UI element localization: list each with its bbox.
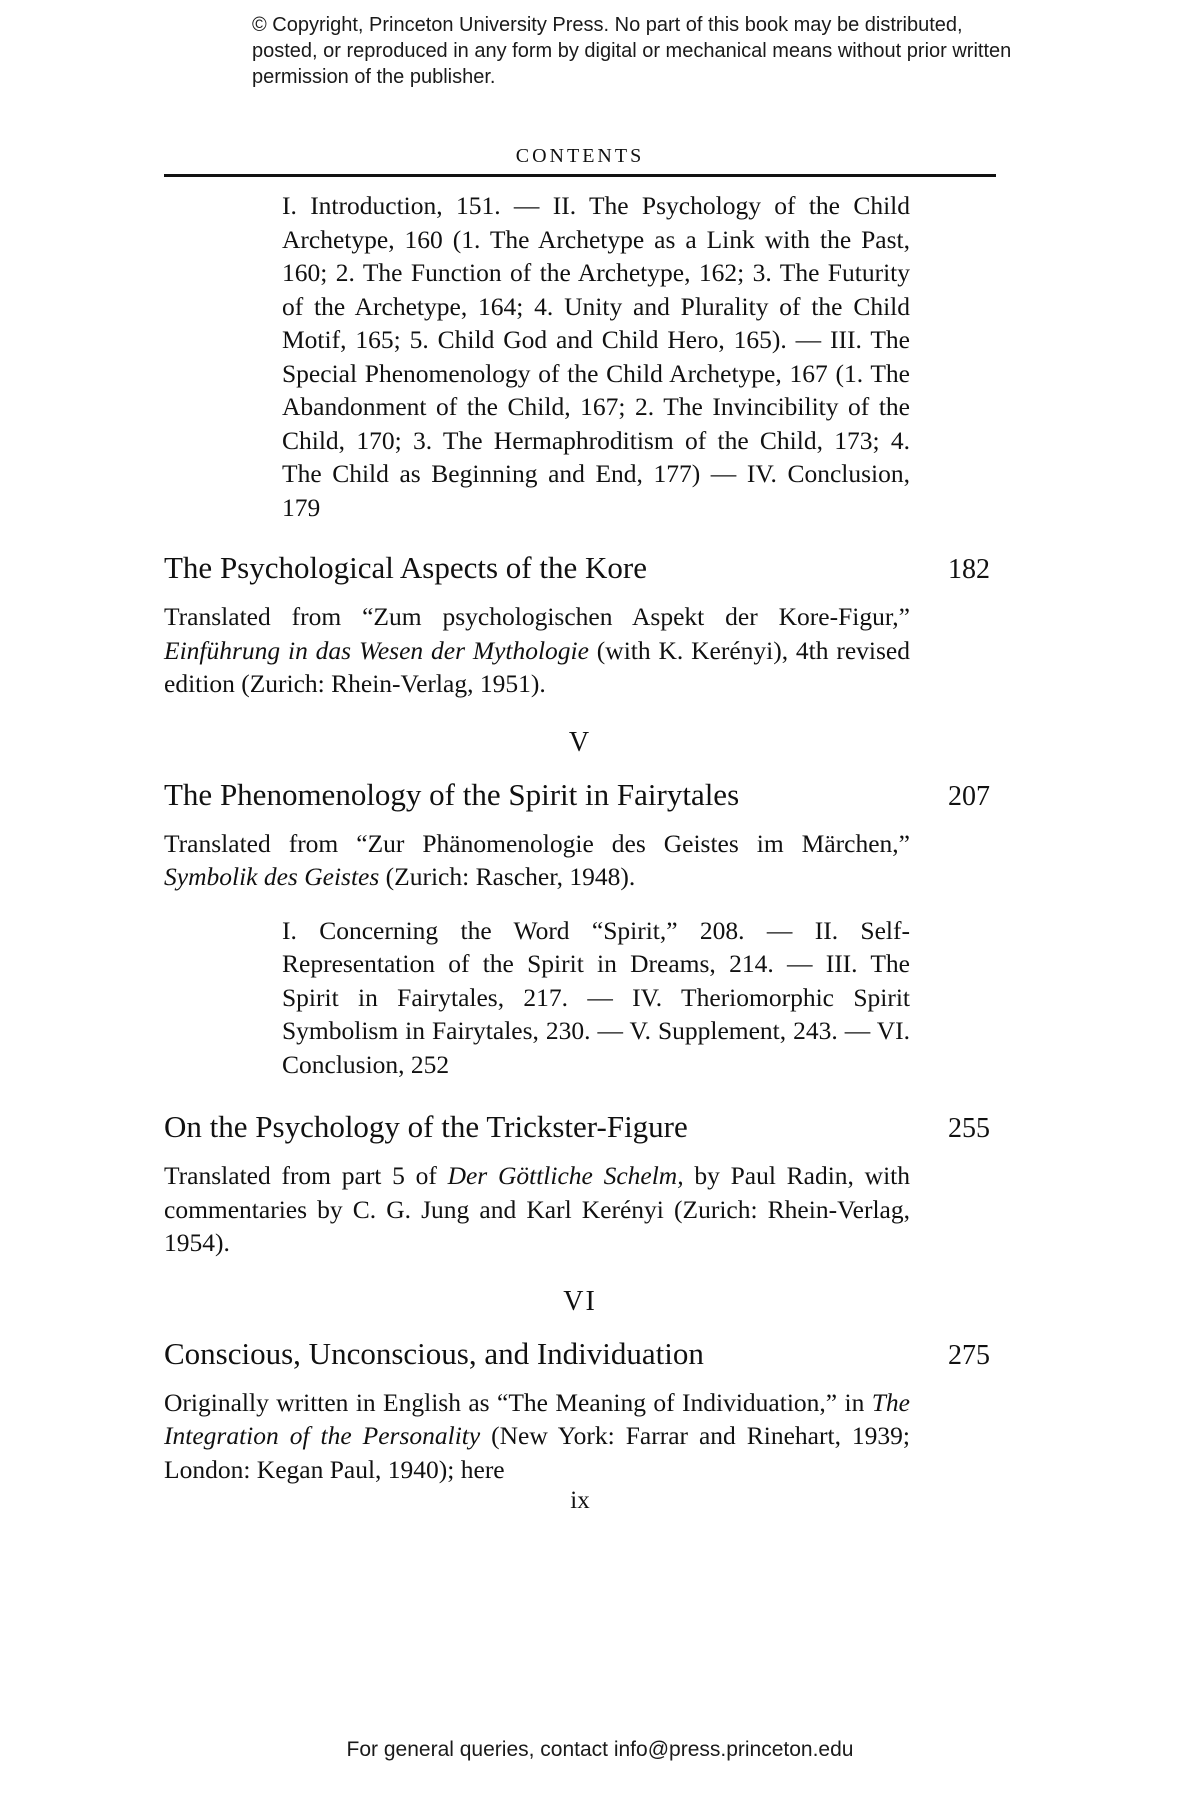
entry-page-trickster: 255 — [948, 1113, 990, 1144]
entry-title-trickster: On the Psychology of the Trickster-Figure — [164, 1109, 688, 1144]
child-archetype-subsections: I. Introduction, 151. — II. The Psychology of the Child Archetype, 160 (1. The Archetype as a Link with the Past, 160; 2. The Function of the Archetype, 162; 3. The Futurity of the Archetype, 164; 4. Unity and Plurality of the Child Motif, 165; 5. Child God and Child Hero, 165). — III. The Special Phenomenology of the Child Archetype, 167 (1. The Abandonment of the Child, 167; 2. The Invincibility of the Child, 170; 3. The Hermaphroditism of the Child, 173; 4. The Child as Beginning and End, 177) — IV. Conclusion, 179 — [282, 191, 910, 522]
contents-page — [164, 140, 996, 1516]
desc-work-title: Der Göttliche Schelm, — [447, 1161, 684, 1190]
desc-work-title: Symbolik des Geistes — [164, 862, 380, 891]
toc-entry-spirit — [164, 775, 996, 817]
desc-text: Translated from “Zur Phänomenologie des Geistes im Märchen,” — [164, 828, 910, 858]
section-number-v: V — [568, 726, 592, 758]
toc-entry-trickster — [164, 1107, 996, 1149]
toc-entry-individuation — [164, 1334, 996, 1376]
desc-text: (New York: Farrar and Rinehart, 1939; London: Kegan Paul, 1940); here — [164, 1421, 910, 1484]
entry-title-kore: The Psychological Aspects of the Kore — [164, 550, 647, 585]
footer-contact: For general queries, contact info@press.princeton.edu — [346, 1738, 854, 1761]
entry-title-spirit: The Phenomenology of the Spirit in Fairytales — [164, 776, 740, 812]
desc-text: Originally written in English as “The Meaning of Individuation,” in — [164, 1387, 872, 1417]
desc-work-title: The Integration of the Personality — [164, 1387, 910, 1450]
toc-entry-kore — [164, 548, 996, 590]
running-head: CONTENTS — [515, 145, 645, 167]
header-rule — [164, 174, 996, 177]
desc-text: Translated from part 5 of — [164, 1161, 448, 1190]
desc-text: by Paul Radin, with commentaries by C. G. Jung and Karl Kerényi (Zurich: Rhein-Verlag, 1954). — [164, 1161, 910, 1257]
desc-text: (with K. Kerényi), 4th revised edition (Zurich: Rhein-Verlag, 1951). — [164, 635, 910, 698]
desc-text: Translated from “Zum psychologischen Aspekt der Kore-Figur,” — [164, 602, 910, 631]
entry-desc-kore — [164, 600, 910, 701]
section-number-vi: VI — [563, 1285, 597, 1317]
entry-desc-trickster — [164, 1159, 910, 1260]
entry-title-individuation: Conscious, Unconscious, and Individuation — [164, 1335, 704, 1371]
desc-text: (Zurich: Rascher, 1948). — [379, 862, 636, 891]
entry-page-spirit: 207 — [948, 780, 990, 812]
entry-page-individuation: 275 — [948, 1339, 990, 1371]
entry-desc-spirit — [164, 827, 910, 894]
copyright-notice: © Copyright, Princeton University Press. No part of this book may be distributed, posted, or reproduced in any form by digital or mechanical means without prior written permission of the publisher. — [252, 14, 1012, 88]
entry-page-kore: 182 — [948, 554, 990, 585]
spirit-subsections: I. Concerning the Word “Spirit,” 208. — II. Self-Representation of the Spirit in Dreams, 214. — III. The Spirit in Fairytales, 217. — IV. Theriomorphic Spirit Symbolism in Fairytales, 230. — V. Supplement, 243. — VI. Conclusion, 252 — [282, 915, 910, 1079]
entry-desc-individuation — [164, 1386, 910, 1487]
desc-work-title: Einführung in das Wesen der Mythologie — [164, 635, 589, 665]
page-folio: ix — [570, 1487, 590, 1514]
